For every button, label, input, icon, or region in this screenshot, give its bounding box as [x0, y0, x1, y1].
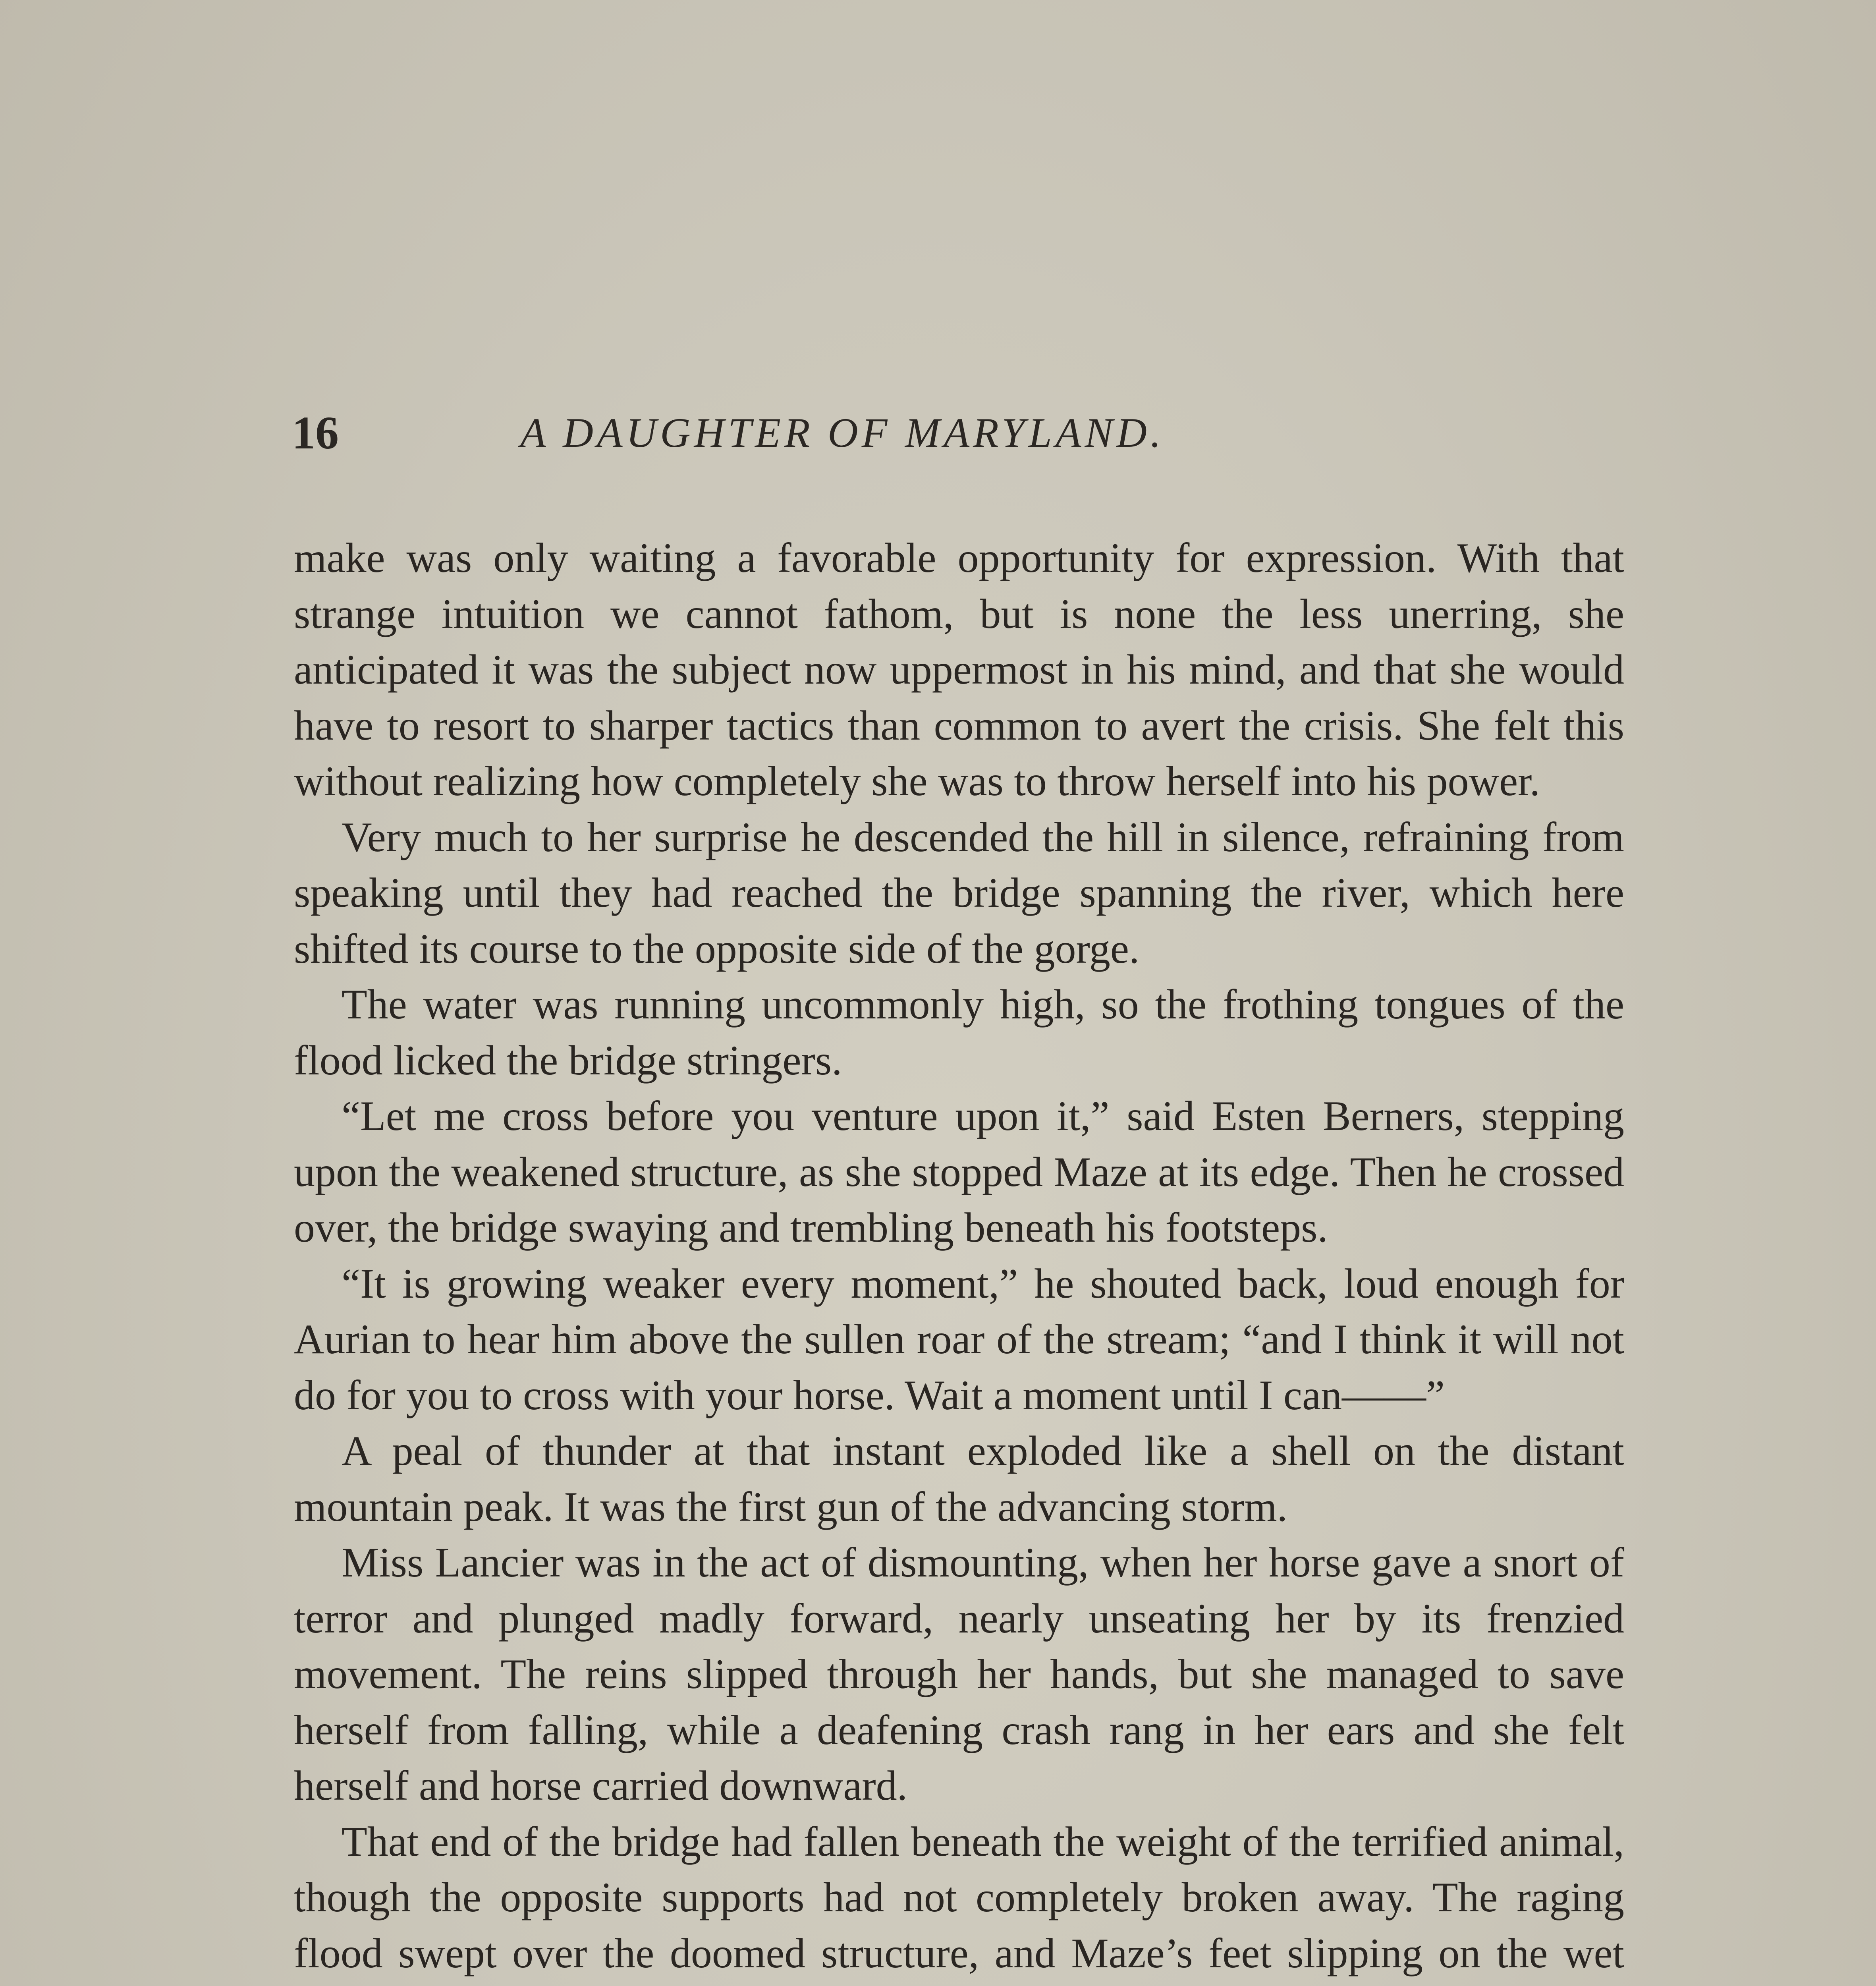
paragraph: Very much to her surprise he descended the hill in silence, refraining from speaking until they had reached the bridge spanning the river, which here shifted its course to the opposite side of the gorge.: [294, 813, 1624, 972]
paragraph: “Let me cross before you venture upon it,” said Esten Berners, stepping upon the weakened structure, as she stopped Maze at its edge. Then he crossed over, the bridge swaying and trembling beneath his footsteps.: [294, 1093, 1624, 1251]
page-header: [292, 405, 1626, 461]
paragraph: “It is growing weaker every moment,” he shouted back, loud enough for Aurian to hear him above the sullen roar of the stream; “and I think it will not do for you to cross with your horse. Wait a moment until I can——”: [294, 1260, 1624, 1418]
running-head: A DAUGHTER OF MARYLAND.: [520, 410, 1165, 456]
paragraph: That end of the bridge had fallen beneath the weight of the terrified animal, though the opposite supports had not completely broken away. The raging flood swept over the doomed structure, and Maze’s feet slipping on the wet: [294, 1818, 1624, 1976]
paragraph: The water was running uncommonly high, so the frothing tongues of the flood licked the bridge stringers.: [294, 981, 1624, 1084]
paragraph: Miss Lancier was in the act of dismounting, when her horse gave a snort of terror and plunged madly forward, nearly unseating her by its frenzied movement. The reins slipped through her hands, but she managed to save herself from falling, while a deafening crash rang in her ears and she felt herself and horse carried downward.: [294, 1539, 1624, 1809]
paragraph: A peal of thunder at that instant exploded like a shell on the distant mountain peak. It was the first gun of the advancing storm.: [294, 1428, 1624, 1530]
page-number: 16: [292, 407, 339, 459]
body-text: [294, 530, 1624, 1986]
paragraph: make was only waiting a favorable opportunity for expression. With that strange intuition we cannot fathom, but is none the less unerring, she anticipated it was the subject now uppermost in his mind, and that she would have to resort to sharper tactics than common to avert the crisis. She felt this without realizing how completely she was to throw herself into his power.: [294, 535, 1624, 804]
